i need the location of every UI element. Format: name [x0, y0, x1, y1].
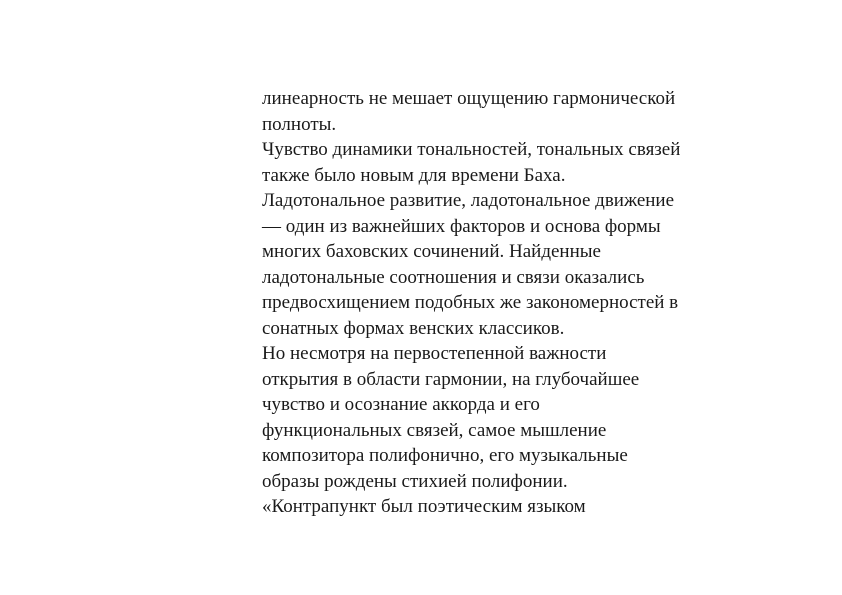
text-line: сонатных формах венских классиков.: [262, 317, 565, 339]
body-text: [262, 86, 762, 520]
text-line: предвосхищением подобных же закономерностей в: [262, 292, 679, 313]
text-line: «Контрапункт был поэтическим языком: [262, 496, 586, 517]
text-line: Чувство динамики тональностей, тональных связей: [262, 139, 681, 160]
text-line: образы рождены стихией полифонии.: [262, 470, 568, 492]
text-line: композитора полифонично, его музыкальные: [262, 445, 628, 466]
text-line: Но несмотря на первостепенной важности: [262, 343, 607, 364]
text-line: функциональных связей, самое мышление: [262, 419, 607, 441]
text-line: чувство и осознание аккорда и его: [262, 394, 540, 415]
text-line: ладотональные соотношения и связи оказались: [262, 266, 645, 288]
text-line: полноты.: [262, 113, 337, 135]
text-line: открытия в области гармонии, на глубочайшее: [262, 368, 640, 390]
text-line: многих баховских сочинений. Найденные: [262, 241, 601, 262]
text-line: также было новым для времени Баха.: [262, 164, 566, 186]
text-line: — один из важнейших факторов и основа формы: [262, 215, 661, 237]
text-line: Ладотональное развитие, ладотональное движение: [262, 190, 675, 211]
text-line: линеарность не мешает ощущению гармонической: [262, 88, 676, 109]
